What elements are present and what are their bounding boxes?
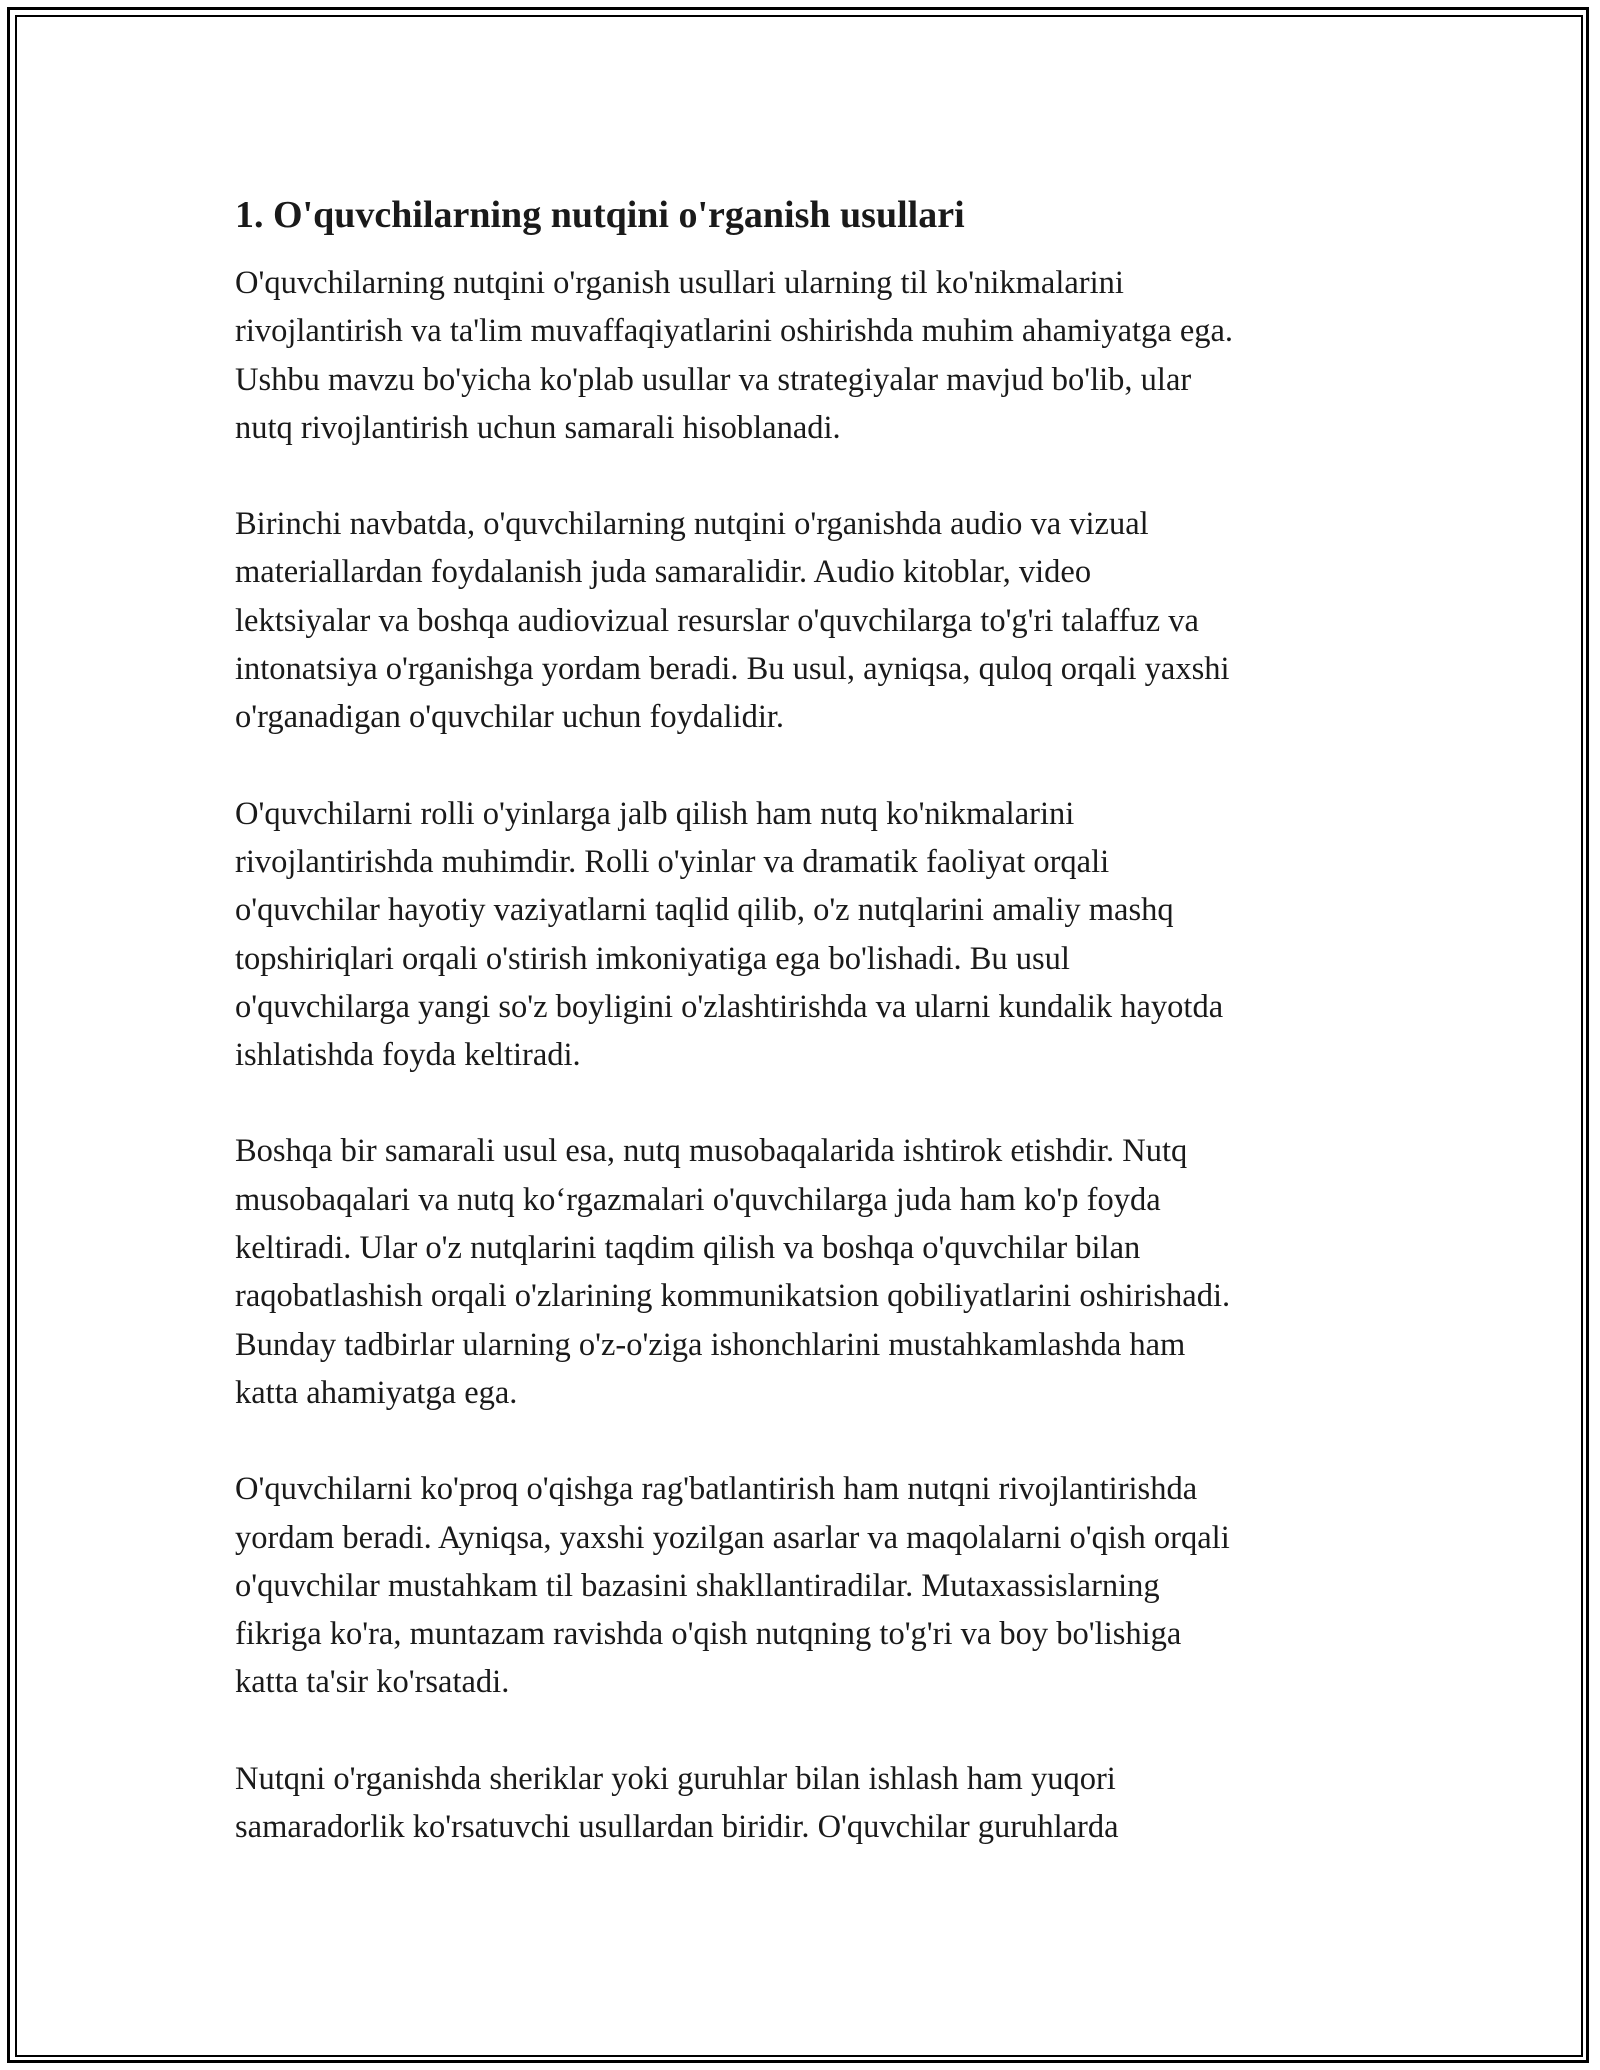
text-line: Nutqni o'rganishda sheriklar yoki guruhlar bilan ishlash ham yuqori: [235, 1760, 1116, 1797]
text-line: o'quvchilar mustahkam til bazasini shakllantiradilar. Mutaxassislarning: [235, 1567, 1160, 1604]
text-line: raqobatlashish orqali o'zlarining kommunikatsion qobiliyatlarini oshirishadi.: [235, 1278, 1231, 1315]
text-line: lektsiyalar va boshqa audiovizual resurslar o'quvchilarga to'g'ri talaffuz va: [235, 602, 1199, 639]
paragraph-competitions: [235, 1127, 1385, 1417]
text-line: o'quvchilarga yangi so'z boyligini o'zlashtirishda va ularni kundalik hayotda: [235, 988, 1224, 1025]
text-line: rivojlantirishda muhimdir. Rolli o'yinlar va dramatik faoliyat orqali: [235, 843, 1110, 880]
text-line: fikriga ko'ra, muntazam ravishda o'qish nutqning to'g'ri va boy bo'lishiga: [235, 1616, 1182, 1653]
paragraph-audio-visual: [235, 500, 1385, 741]
text-line: materiallardan foydalanish juda samaralidir. Audio kitoblar, video: [235, 554, 1092, 591]
text-line: Birinchi navbatda, o'quvchilarning nutqini o'rganishda audio va vizual: [235, 506, 1149, 543]
text-line: katta ta'sir ko'rsatadi.: [235, 1664, 510, 1701]
text-line: samaradorlik ko'rsatuvchi usullardan biridir. O'quvchilar guruhlarda: [235, 1809, 1119, 1846]
text-line: Bunday tadbirlar ularning o'z-o'ziga ishonchlarini mustahkamlashda ham: [235, 1326, 1186, 1363]
text-line: katta ahamiyatga ega.: [235, 1374, 518, 1411]
text-line: nutq rivojlantirish uchun samarali hisoblanadi.: [235, 409, 841, 446]
text-line: o'rganadigan o'quvchilar uchun foydalidir.: [235, 699, 785, 736]
text-line: ishlatishda foyda keltiradi.: [235, 1037, 581, 1074]
text-line: rivojlantirish va ta'lim muvaffaqiyatlarini oshirishda muhim ahamiyatga ega.: [235, 313, 1234, 350]
text-line: yordam beradi. Ayniqsa, yaxshi yozilgan asarlar va maqolalarni o'qish orqali: [235, 1519, 1230, 1556]
text-line: topshiriqlari orqali o'stirish imkoniyatiga ega bo'lishadi. Bu usul: [235, 940, 1070, 977]
text-line: Ushbu mavzu bo'yicha ko'plab usullar va strategiyalar mavjud bo'lib, ular: [235, 361, 1192, 398]
document-body: [235, 183, 1385, 1899]
text-line: intonatsiya o'rganishga yordam beradi. Bu usul, ayniqsa, quloq orqali yaxshi: [235, 651, 1230, 688]
text-line: O'quvchilarning nutqini o'rganish usullari ularning til ko'nikmalarini: [235, 265, 1124, 301]
text-line: O'quvchilarni ko'proq o'qishga rag'batlantirish ham nutqni rivojlantirishda: [235, 1471, 1198, 1508]
paragraph-intro: [235, 259, 1385, 452]
text-line: o'quvchilar hayotiy vaziyatlarni taqlid qilib, o'z nutqlarini amaliy mashq: [235, 892, 1174, 929]
paragraph-reading: [235, 1465, 1385, 1706]
paragraph-role-play: [235, 790, 1385, 1080]
paragraph-group-work: [235, 1755, 1385, 1852]
text-line: O'quvchilarni rolli o'yinlarga jalb qilish ham nutq ko'nikmalarini: [235, 795, 1075, 832]
text-line: keltiradi. Ular o'z nutqlarini taqdim qilish va boshqa o'quvchilar bilan: [235, 1230, 1141, 1267]
text-line: musobaqalari va nutq ko‘rgazmalari o'quvchilarga juda ham ko'p foyda: [235, 1181, 1161, 1218]
text-line: Boshqa bir samarali usul esa, nutq musobaqalarida ishtirok etishdir. Nutq: [235, 1133, 1188, 1170]
section-heading: 1. O'quvchilarning nutqini o'rganish usullari: [235, 194, 965, 236]
